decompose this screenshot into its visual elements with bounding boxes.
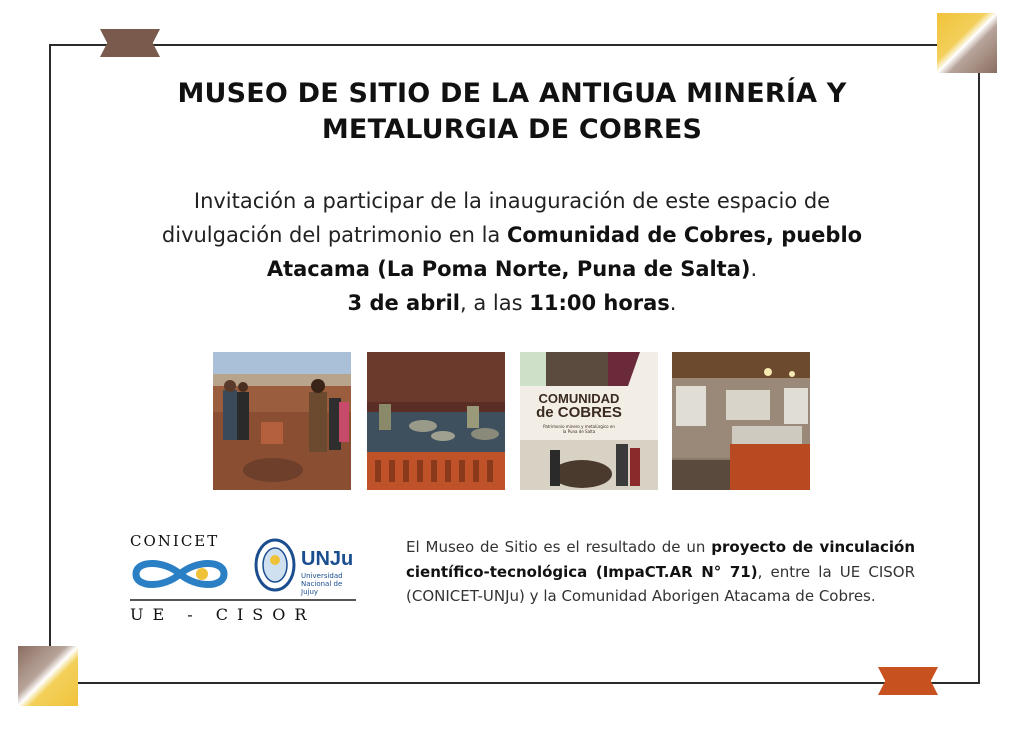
project-description [406,535,915,609]
book-title-1: COMUNIDAD [538,391,620,406]
invitation-line-2 [90,218,934,252]
photo-site-visit [213,352,351,490]
project-name: proyecto de vinculación científico-tecnológica (ImpaCT.AR N° 71) [406,538,915,581]
community-location: Atacama (La Poma Norte, Puna de Salta) [266,257,751,281]
time: 11:00 horas [529,291,670,315]
unju-logo-text: UNJu [301,548,354,570]
date-period: . [669,291,677,315]
photo-artifacts [367,352,505,490]
description-text-1: El Museo de Sitio es el resultado de un [406,538,712,556]
community-name: Comunidad de Cobres, pueblo [506,223,863,247]
invitation-line-2-text: divulgación del patrimonio en la [161,223,507,247]
event-date [90,286,934,320]
title-line-2: METALURGIA DE COBRES [321,114,703,145]
date: 3 de abril [347,291,460,315]
decorative-ribbon-top [100,29,160,57]
decorative-tile-top-right [937,13,997,73]
unju-shield-icon [254,538,296,592]
unju-subtitle: Universidad Nacional de Jujuy [301,572,343,596]
conicet-infinity-icon [130,554,230,594]
book-subtitle: Patrimonio minero y metalúrgico en la Puna de Salta [543,424,615,434]
description-text-2: , entre la UE CISOR (CONICET-UNJu) y la Comunidad Aborigen Atacama de Cobres. [406,562,915,605]
title-line-1: MUSEO DE SITIO DE LA ANTIGUA MINERÍA Y [177,78,847,109]
book-title-2: de COBRES [536,404,622,421]
invitation-line-1: Invitación a participar de la inauguración de este espacio de [193,189,831,213]
conicet-logo-text: CONICET [130,532,220,550]
date-connector: , a las [460,291,530,315]
decorative-ribbon-bottom [878,667,938,695]
invitation-text [90,184,934,320]
logo-divider [130,599,356,601]
ue-cisor-text: UE - CISOR [130,605,316,624]
invitation-line-3 [90,252,934,286]
period: . [750,257,758,281]
photo-museum-interior [672,352,810,490]
page-title [120,76,904,148]
photo-book-cover [520,352,658,490]
decorative-tile-bottom-left [18,646,78,706]
institution-logos [130,532,356,628]
